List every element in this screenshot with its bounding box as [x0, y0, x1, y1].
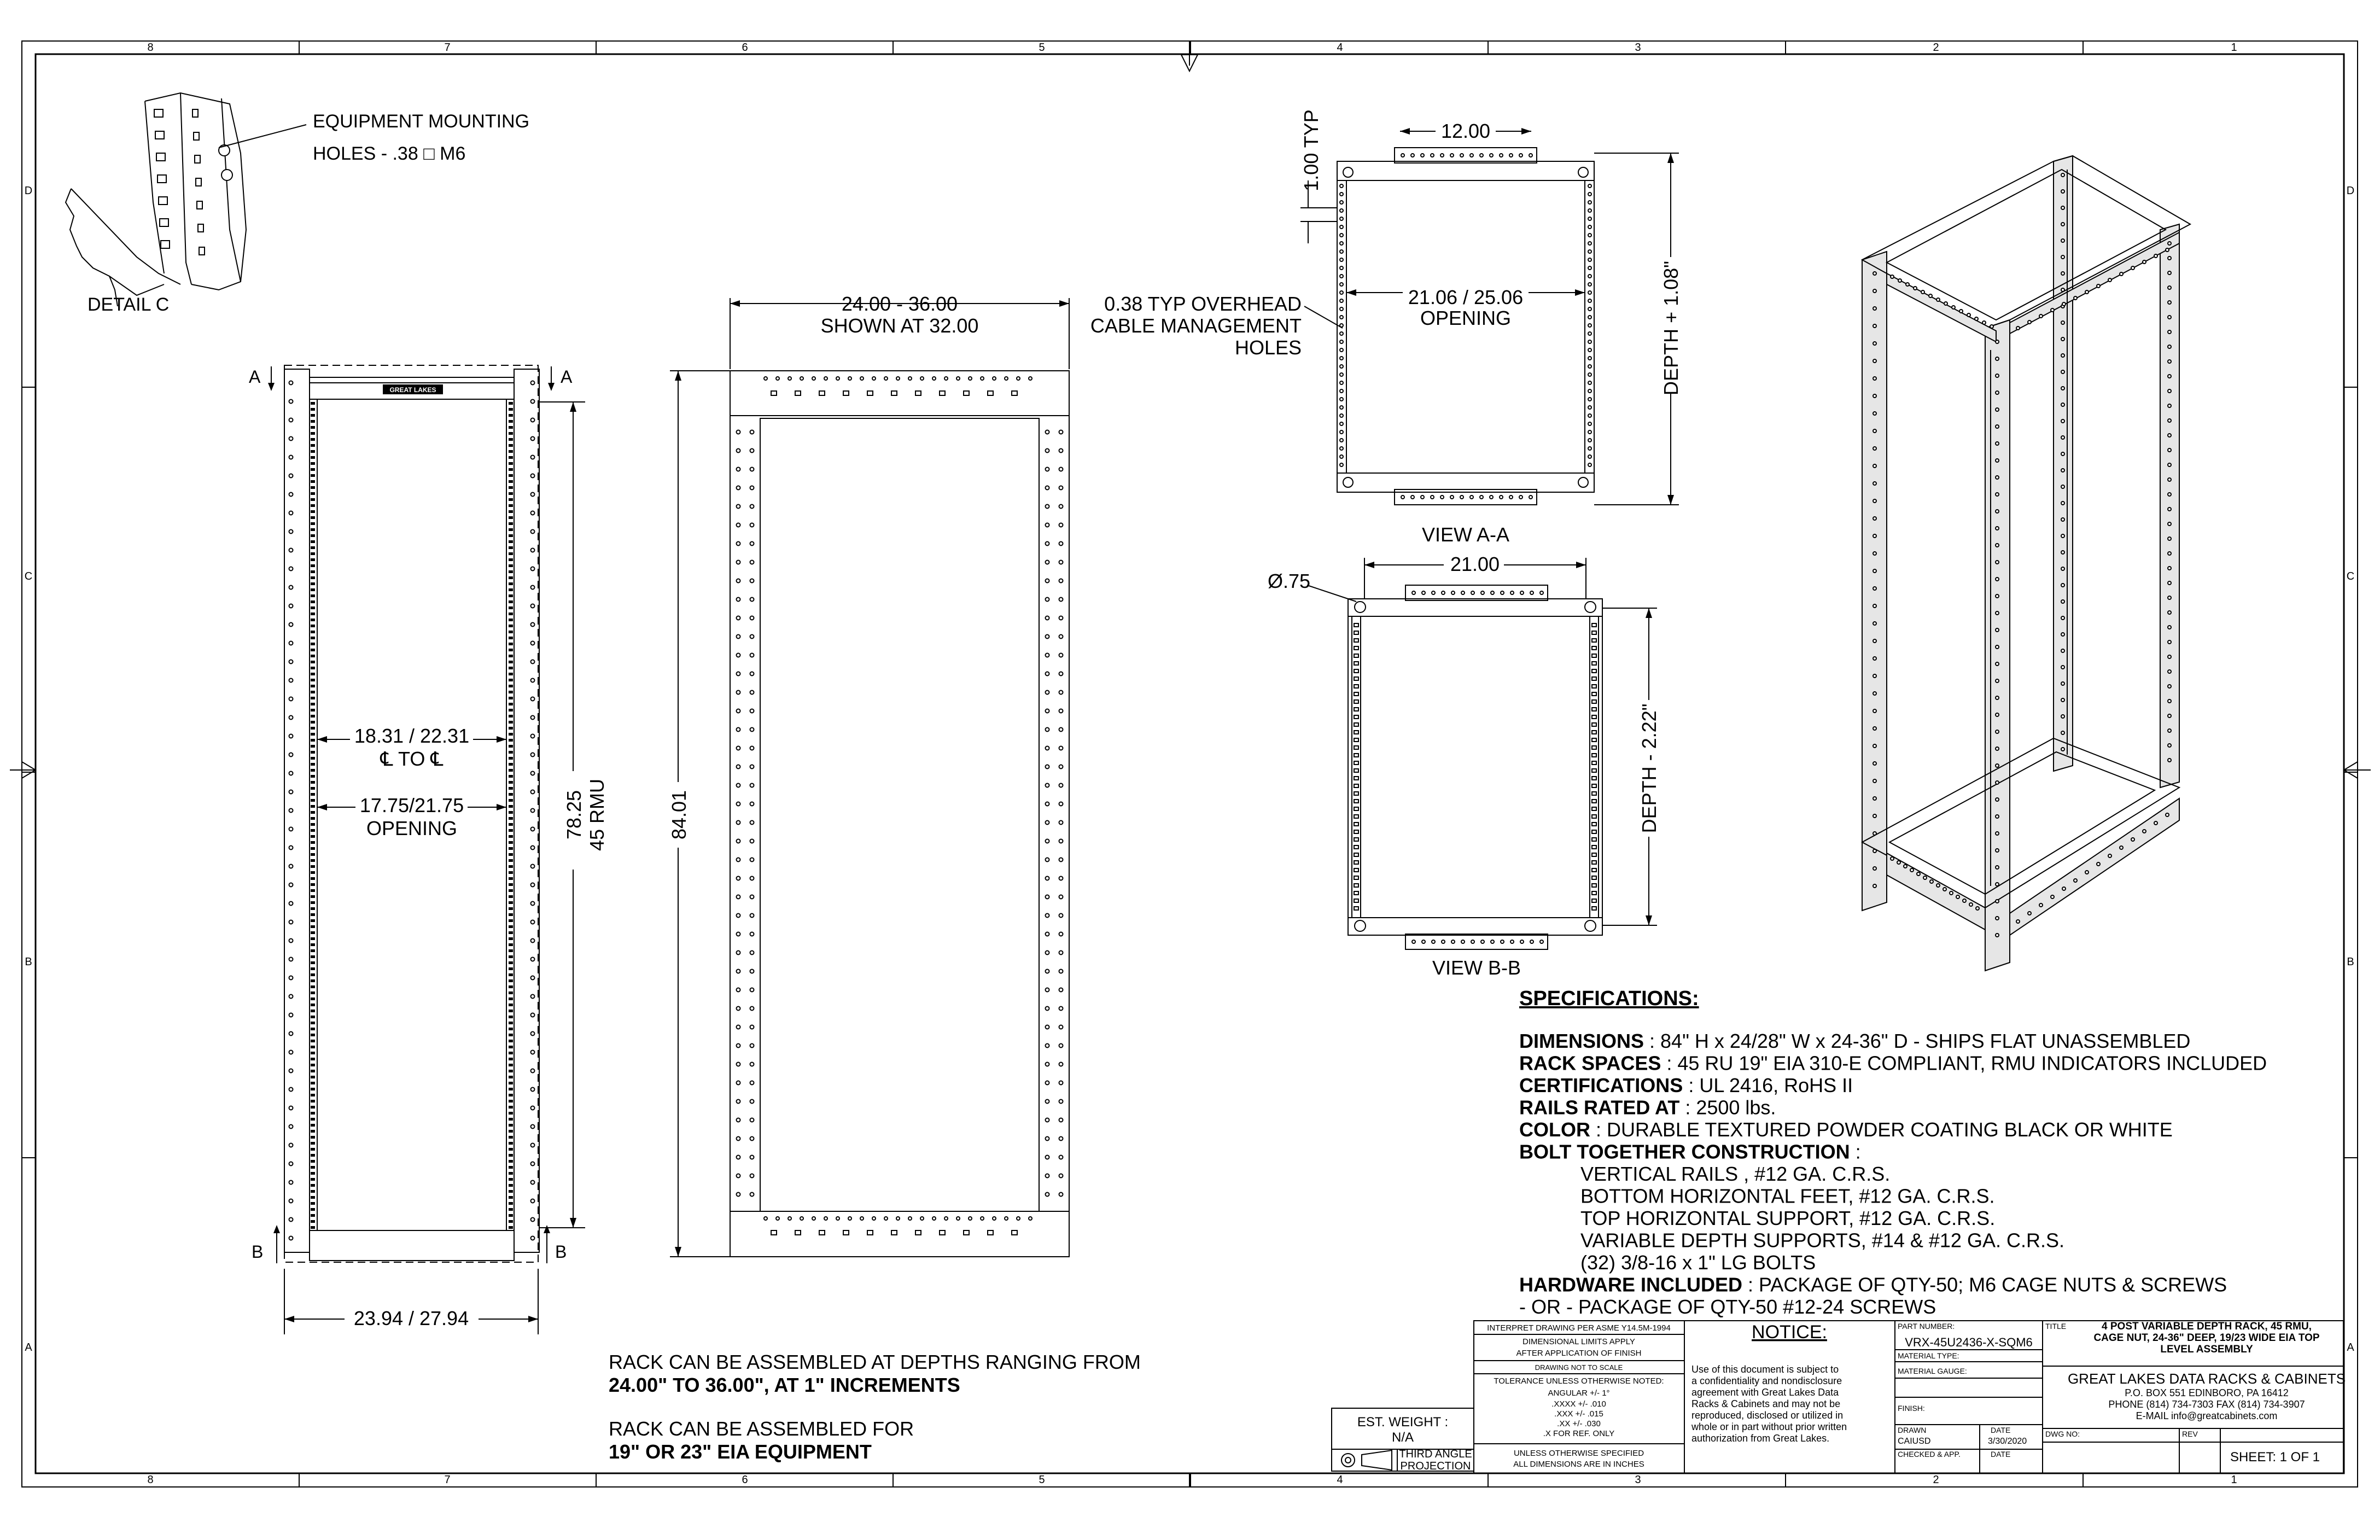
tb-dwg-no-label: DWG NO: [2045, 1430, 2080, 1438]
tb-dim-limits-line1: DIMENSIONAL LIMITS APPLY [1522, 1337, 1635, 1346]
front-center-dim-line2: ℄ TO ℄ [380, 748, 444, 770]
tb-company: GREAT LAKES DATA RACKS & CABINETS [2067, 1370, 2346, 1387]
spec-hardware-value: : PACKAGE OF QTY-50; M6 CAGE NUTS & SCREWS [1742, 1273, 2227, 1296]
notes [609, 1351, 1141, 1463]
side-height-dim: 84.01 [668, 790, 690, 840]
aa-cable-line1: 0.38 TYP OVERHEAD [1104, 293, 1302, 315]
spec-line [1519, 1141, 1861, 1163]
tb-address: P.O. BOX 551 EDINBORO, PA 16412 [2125, 1387, 2289, 1398]
spec-value: : [1850, 1140, 1861, 1163]
tb-tol-x: .X FOR REF. ONLY [1543, 1429, 1615, 1438]
spec-label: COLOR [1519, 1118, 1590, 1141]
spec-value: : 2500 lbs. [1679, 1096, 1776, 1119]
detail-c-callout-line1: EQUIPMENT MOUNTING [313, 111, 530, 132]
col-label-top: 6 [742, 42, 748, 54]
col-label-top: 8 [147, 42, 154, 54]
section-a-left: A [249, 367, 261, 387]
col-label-top: 1 [2231, 42, 2237, 54]
detail-c [66, 93, 529, 315]
tb-tol-xx: .XX +/- .030 [1557, 1419, 1601, 1428]
tb-drawn-label: DRAWN [1898, 1426, 1927, 1434]
tb-not-to-scale: DRAWING NOT TO SCALE [1535, 1363, 1623, 1372]
bb-top-dim: 21.00 [1450, 553, 1500, 575]
spec-label: RACK SPACES [1519, 1052, 1661, 1075]
bb-depth-dim: DEPTH - 2.22" [1638, 703, 1660, 833]
row-label-left: A [25, 1341, 32, 1354]
tb-date-label: DATE [1991, 1426, 2011, 1434]
col-label-top: 2 [1933, 42, 1939, 54]
note-line3: RACK CAN BE ASSEMBLED FOR [609, 1418, 914, 1440]
tb-title-line: LEVEL ASSEMBLY [2160, 1344, 2253, 1355]
front-view [249, 365, 618, 1334]
spec-value: : 84" H x 24/28" W x 24-36" D - SHIPS FLAT UNASSEMBLED [1644, 1030, 2191, 1052]
col-label-bottom: 8 [147, 1474, 154, 1486]
tb-notice-line: a confidentiality and nondisclosure [1691, 1375, 1842, 1386]
tb-unless-line1: UNLESS OTHERWISE SPECIFIED [1513, 1449, 1644, 1458]
note-line1: RACK CAN BE ASSEMBLED AT DEPTHS RANGING FROM [609, 1351, 1141, 1373]
tb-date-label-2: DATE [1991, 1450, 2011, 1459]
aa-typ-dim: 1.00 TYP [1300, 109, 1322, 191]
spec-label: RAILS RATED AT [1519, 1096, 1680, 1119]
col-label-bottom: 7 [444, 1474, 451, 1486]
aa-opening-line2: OPENING [1420, 307, 1512, 329]
col-label-top: 7 [444, 42, 451, 54]
spec-label: CERTIFICATIONS [1519, 1074, 1683, 1096]
tb-notice-line: authorization from Great Lakes. [1691, 1433, 1830, 1444]
spec-construction-line: BOTTOM HORIZONTAL FEET, #12 GA. C.R.S. [1580, 1185, 1995, 1208]
note-line4: 19" OR 23" EIA EQUIPMENT [609, 1440, 872, 1463]
spec-value: : 45 RU 19" EIA 310-E COMPLIANT, RMU INDICATORS INCLUDED [1661, 1052, 2267, 1075]
tb-part-number-label: PART NUMBER: [1898, 1322, 1955, 1331]
view-aa [1090, 109, 1684, 546]
tb-tol-xxxx: .XXXX +/- .010 [1551, 1399, 1606, 1409]
tb-rev-label: REV [2182, 1430, 2198, 1438]
tb-material-gauge-label: MATERIAL GAUGE: [1898, 1367, 1967, 1375]
aa-depth-dim: DEPTH + 1.08" [1660, 261, 1682, 395]
detail-c-callout-line2: HOLES - .38 □ M6 [313, 143, 466, 164]
tb-dim-limits-line2: AFTER APPLICATION OF FINISH [1516, 1349, 1642, 1358]
front-logo-text: GREAT LAKES [389, 386, 436, 394]
spec-label: BOLT TOGETHER CONSTRUCTION [1519, 1140, 1850, 1163]
aa-opening-line1: 21.06 / 25.06 [1408, 286, 1524, 308]
front-height-dim-line2: 45 RMU [586, 778, 608, 851]
tb-est-weight-label: EST. WEIGHT : [1357, 1415, 1449, 1430]
aa-cable-line3: HOLES [1234, 336, 1302, 359]
tb-tol-angular: ANGULAR +/- 1° [1548, 1389, 1610, 1398]
specifications [1519, 987, 2267, 1318]
aa-cable-line2: CABLE MANAGEMENT [1090, 314, 1302, 337]
view-bb [1268, 553, 1662, 979]
spec-line [1519, 1074, 1853, 1096]
front-opening-dim-line2: OPENING [366, 817, 458, 839]
isometric-rack [1862, 156, 2190, 971]
aa-top-dim: 12.00 [1440, 120, 1491, 142]
spec-hardware-label: HARDWARE INCLUDED [1519, 1273, 1742, 1296]
tb-title-label: TITLE [2045, 1322, 2067, 1331]
spec-line [1519, 1030, 2190, 1052]
front-width-dim: 23.94 / 27.94 [353, 1307, 469, 1329]
tb-material-type-label: MATERIAL TYPE: [1898, 1351, 1959, 1360]
tb-unless-line2: ALL DIMENSIONS ARE IN INCHES [1513, 1460, 1644, 1469]
tb-checked-label: CHECKED & APP. [1898, 1450, 1961, 1459]
col-label-bottom: 5 [1039, 1474, 1045, 1486]
tb-notice-line: agreement with Great Lakes Data [1691, 1387, 1839, 1398]
col-label-bottom: 2 [1933, 1474, 1939, 1486]
tb-sheet: SHEET: 1 OF 1 [2230, 1450, 2320, 1465]
bb-label: VIEW B-B [1432, 956, 1521, 979]
tb-est-weight-value: N/A [1391, 1430, 1414, 1445]
spec-value: : DURABLE TEXTURED POWDER COATING BLACK OR WHITE [1590, 1118, 2173, 1141]
front-center-dim-line1: 18.31 / 22.31 [354, 725, 470, 747]
front-opening-dim-line1: 17.75/21.75 [359, 794, 464, 816]
section-b-left: B [252, 1242, 264, 1262]
front-height-dim-line1: 78.25 [563, 790, 585, 840]
tb-tol-xxx: .XXX +/- .015 [1554, 1409, 1603, 1419]
tb-drawn-date: 3/30/2020 [1988, 1437, 2027, 1446]
tb-part-number: VRX-45U2436-X-SQM6 [1905, 1335, 2033, 1349]
tb-finish-label: FINISH: [1898, 1404, 1925, 1413]
row-label-left: B [25, 956, 32, 968]
tb-title-line: 4 POST VARIABLE DEPTH RACK, 45 RMU, [2102, 1321, 2312, 1332]
tb-title-line: CAGE NUT, 24-36" DEEP, 19/23 WIDE EIA TOP [2093, 1332, 2320, 1344]
spec-construction-line: VERTICAL RAILS , #12 GA. C.R.S. [1580, 1163, 1891, 1185]
section-a-right: A [561, 367, 573, 387]
tb-notice-heading: NOTICE: [1752, 1322, 1827, 1343]
detail-c-label: DETAIL C [88, 294, 170, 315]
bb-dia-dim: Ø.75 [1268, 570, 1311, 592]
tb-tolerance-heading: TOLERANCE UNLESS OTHERWISE NOTED: [1494, 1376, 1664, 1386]
section-b-right: B [555, 1242, 567, 1262]
tb-notice-line: reproduced, disclosed or utilized in [1691, 1410, 1844, 1421]
tb-drawn-by: CAIUSD [1898, 1437, 1931, 1446]
spec-heading: SPECIFICATIONS: [1519, 987, 1699, 1010]
spec-hardware-line [1519, 1274, 2227, 1296]
title-block [1332, 1321, 2346, 1473]
col-label-bottom: 4 [1337, 1474, 1343, 1486]
col-label-top: 5 [1039, 42, 1045, 54]
spec-line [1519, 1118, 2173, 1141]
spec-value: : UL 2416, RoHS II [1683, 1074, 1853, 1096]
spec-construction-line: TOP HORIZONTAL SUPPORT, #12 GA. C.R.S. [1580, 1207, 1996, 1229]
col-label-top: 4 [1337, 42, 1343, 54]
tb-interpret: INTERPRET DRAWING PER ASME Y14.5M-1994 [1487, 1323, 1671, 1333]
col-label-top: 3 [1635, 42, 1641, 54]
aa-label: VIEW A-A [1421, 523, 1510, 546]
row-label-right: B [2347, 956, 2354, 968]
tb-email: E-MAIL info@greatcabinets.com [2136, 1410, 2278, 1421]
tb-phone: PHONE (814) 734-7303 FAX (814) 734-3907 [2108, 1399, 2305, 1410]
spec-construction-line: VARIABLE DEPTH SUPPORTS, #14 & #12 GA. C.R.S. [1580, 1229, 2064, 1252]
projection-icon [1341, 1454, 1355, 1467]
tb-projection-line1: THIRD ANGLE [1399, 1448, 1472, 1460]
spec-hardware-alt: - OR - PACKAGE OF QTY-50 #12-24 SCREWS [1519, 1296, 1936, 1318]
spec-label: DIMENSIONS [1519, 1030, 1644, 1052]
row-label-right: D [2346, 185, 2355, 197]
row-label-left: C [24, 570, 33, 582]
tb-notice-line: whole or in part without prior written [1691, 1421, 1847, 1432]
row-label-left: D [24, 185, 33, 197]
col-label-bottom: 6 [742, 1474, 748, 1486]
side-width-dim-line1: 24.00 - 36.00 [841, 293, 958, 315]
col-label-bottom: 3 [1635, 1474, 1641, 1486]
tb-notice-line: Use of this document is subject to [1691, 1364, 1839, 1375]
note-line2: 24.00" TO 36.00", AT 1" INCREMENTS [609, 1374, 960, 1396]
spec-line [1519, 1096, 1776, 1119]
tb-notice-line: Racks & Cabinets and may not be [1691, 1398, 1841, 1409]
row-label-right: C [2346, 570, 2355, 582]
side-view [668, 293, 1069, 1257]
spec-line [1519, 1052, 2267, 1075]
spec-construction-line: (32) 3/8-16 x 1" LG BOLTS [1580, 1251, 1816, 1274]
col-label-bottom: 1 [2231, 1474, 2237, 1486]
tb-projection-line2: PROJECTION [1400, 1460, 1471, 1472]
row-label-right: A [2347, 1341, 2354, 1354]
side-width-dim-line2: SHOWN AT 32.00 [820, 314, 979, 337]
